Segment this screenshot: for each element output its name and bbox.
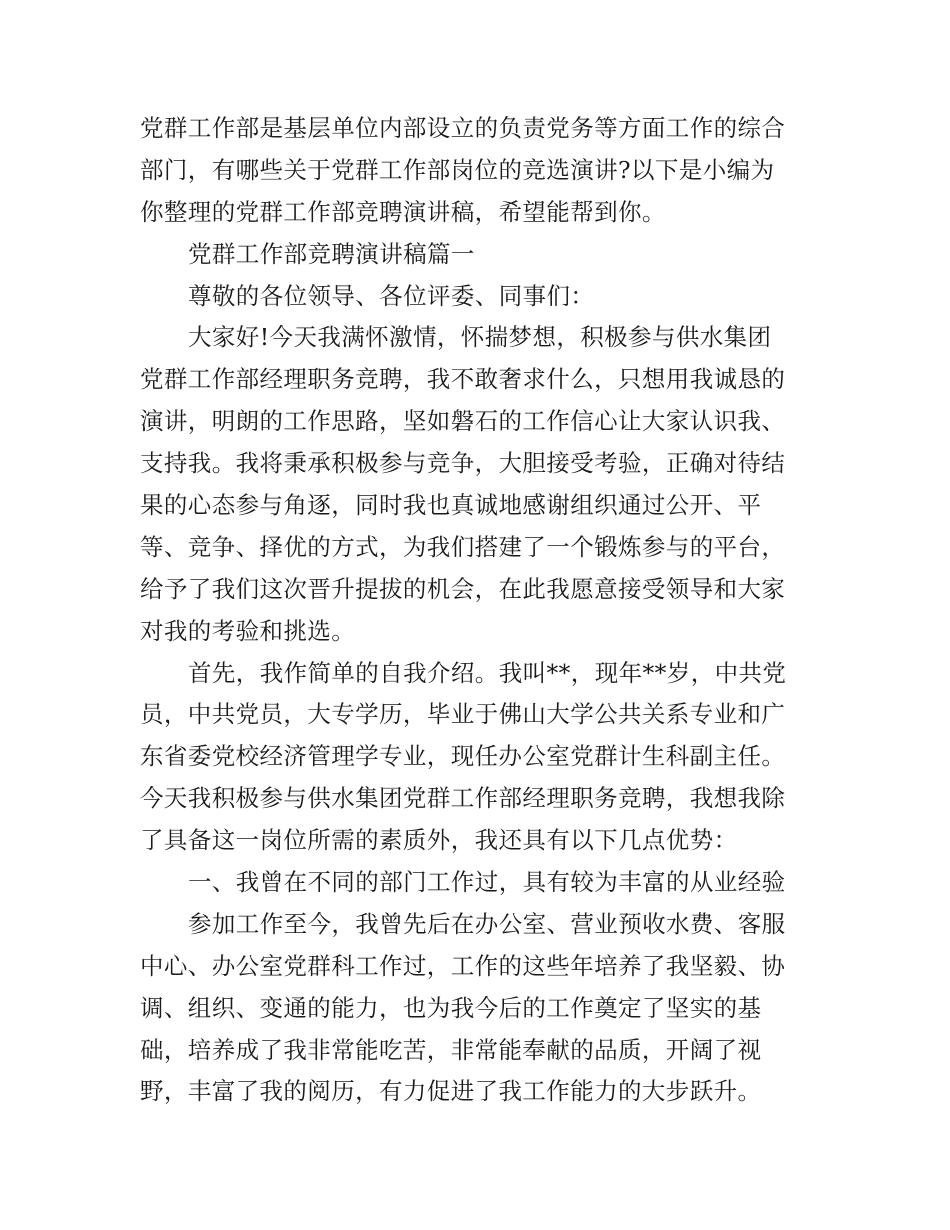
text-line: 党群工作部是基层单位内部设立的负责党务等方面工作的综合 <box>140 114 786 142</box>
subheading: 一、我曾在不同的部门工作过，具有较为丰富的从业经验 <box>188 868 786 897</box>
salutation: 尊敬的各位领导、各位评委、同事们： <box>188 281 595 310</box>
text-line: 野，丰富了我的阅历，有力促进了我工作能力的大步跃升。 <box>140 1077 762 1106</box>
section-heading: 党群工作部竞聘演讲稿篇一 <box>188 239 475 268</box>
text-line: 对我的考验和挑选。 <box>140 616 356 645</box>
text-line: 首先，我作简单的自我介绍。我叫**，现年**岁，中共党 <box>188 658 787 687</box>
text-line: 演讲，明朗的工作思路，坚如磐石的工作信心让大家认识我、 <box>140 407 786 436</box>
text-line: 支持我。我将秉承积极参与竞争，大胆接受考验，正确对待结 <box>140 449 786 478</box>
text-line: 了具备这一岗位所需的素质外，我还具有以下几点优势： <box>140 826 738 855</box>
text-line: 今天我积极参与供水集团党群工作部经理职务竞聘，我想我除 <box>140 784 786 813</box>
text-line: 给予了我们这次晋升提拔的机会，在此我愿意接受领导和大家 <box>140 574 786 603</box>
text-line: 东省委党校经济管理学专业，现任办公室党群计生科副主任。 <box>140 742 786 771</box>
text-line: 础，培养成了我非常能吃苦，非常能奉献的品质，开阔了视 <box>140 1035 762 1064</box>
text-line: 中心、办公室党群科工作过，工作的这些年培养了我坚毅、协 <box>140 951 786 980</box>
text-line: 果的心态参与角逐，同时我也真诚地感谢组织通过公开、平 <box>140 491 762 520</box>
text-line: 大家好!今天我满怀激情，怀揣梦想，积极参与供水集团 <box>188 323 772 352</box>
text-line: 党群工作部经理职务竞聘，我不敢奢求什么，只想用我诚恳的 <box>140 365 786 394</box>
text-line: 参加工作至今，我曾先后在办公室、营业预收水费、客服 <box>188 909 786 938</box>
text-line: 你整理的党群工作部竞聘演讲稿，希望能帮到你。 <box>140 197 666 226</box>
text-line: 员，中共党员，大专学历，毕业于佛山大学公共关系专业和广 <box>140 700 786 729</box>
text-line: 等、竞争、择优的方式，为我们搭建了一个锻炼参与的平台， <box>140 532 786 561</box>
text-line: 调、组织、变通的能力，也为我今后的工作奠定了坚实的基 <box>140 993 762 1022</box>
document-body <box>140 108 812 1113</box>
text-line: 部门，有哪些关于党群工作部岗位的竞选演讲?以下是小编为 <box>140 155 775 184</box>
